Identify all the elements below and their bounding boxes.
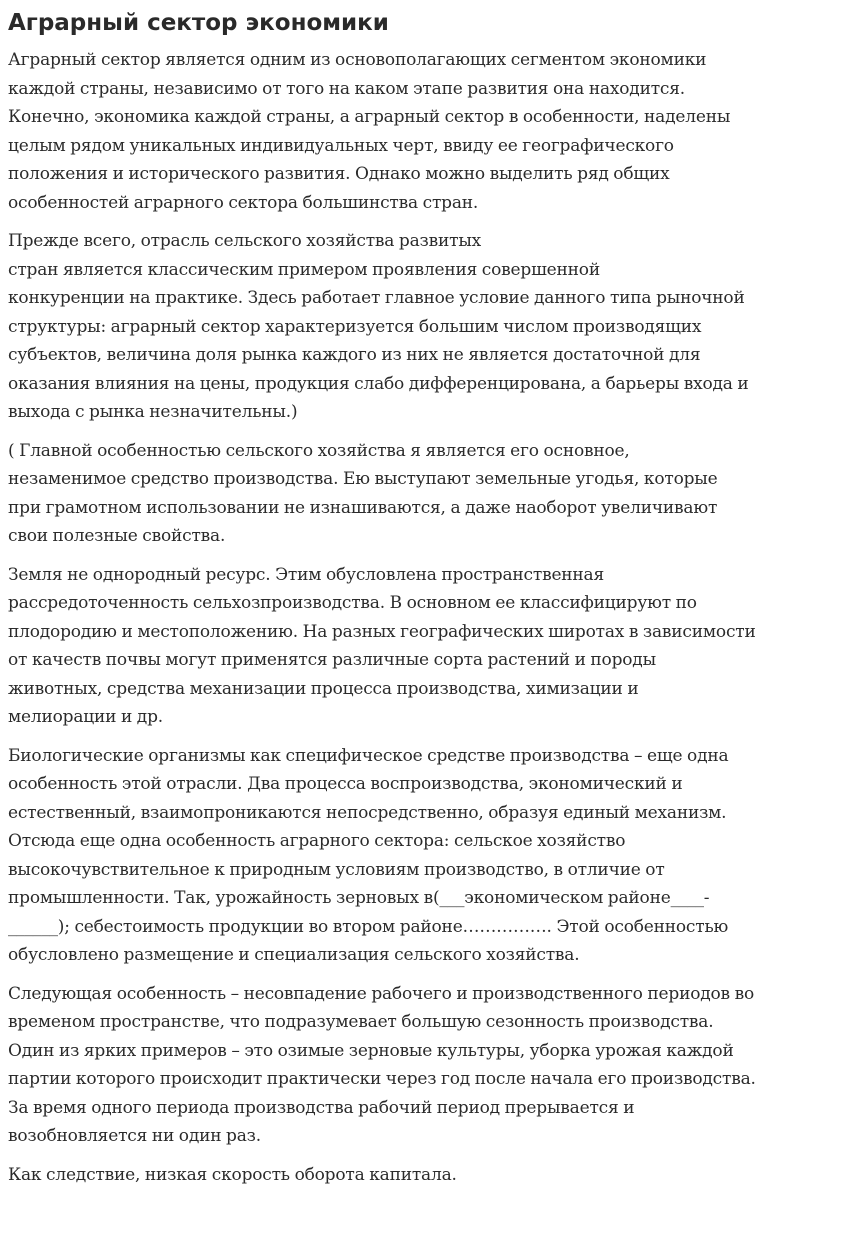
paragraph-land-heterogeneity: Земля не однородный ресурс. Этим обусловлена пространственная рассредоточенность сельхозпроизводства. В основном ее классифицируют по плодородию и местоположению. На разных географических широтах в зависимости от качеств почвы могут применятся различные сорта растений и породы животных, средства механизации процесса производства, химизации и мелиорации и др.: [8, 564, 756, 727]
document-title: Аграрный сектор экономики: [8, 10, 389, 36]
paragraph-land-means-of-production: ( Главной особенностью сельского хозяйства я является его основное, незаменимое средство производства. Ею выступают земельные угодья, которые при грамотном использовании не изнашиваются, а даже наоборот увеличивают свои полезные свойства.: [8, 440, 718, 546]
paragraph-perfect-competition: Прежде всего, отрасль сельского хозяйства развитых стран является классическим примером проявления совершенной конкуренции на практике. Здесь работает главное условие данного типа рыночной структуры: аграрный сектор характеризуется большим числом производящих субъектов, величина доля рынка каждого из них не является достаточной для оказания влияния на цены, продукция слабо дифференцирована, а барьеры входа и выхода с рынка незначительны.): [8, 231, 749, 422]
paragraph-agrarian-sector-intro: Аграрный сектор является одним из основополагающих сегментом экономики каждой страны, независимо от того на каком этапе развития она находится. Конечно, экономика каждой страны, а аграрный сектор в особенности, наделены целым рядом уникальных индивидуальных черт, ввиду ее географического положения и исторического развития. Однако можно выделить ряд общих особенностей аграрного сектора большинства стран.: [8, 50, 731, 213]
paragraph-biological-organisms: Биологические организмы как специфическое средстве производства – еще одна особенность этой отрасли. Два процесса воспроизводства, экономический и естественный, взаимопроникаются непосредственно, образуя единый механизм. Отсюда еще одна особенность аграрного сектора: сельское хозяйство высокочувствительное к природным условиям производство, в отличие от промышленности. Так, урожайность зерновых в(___экономическом районе____- ______); себестоимость продукции во втором районе……………. Этой особенностью обусловлено размещение и специализация сельского хозяйства.: [8, 745, 729, 965]
paragraph-seasonality: Следующая особенность – несовпадение рабочего и производственного периодов во временом пространстве, что подразумевает большую сезонность производства. Один из ярких примеров – это озимые зерновые культуры, уборка урожая каждой партии которого происходит практически через год после начала его производства. За время одного периода производства рабочий период прерывается и возобновляется ни один раз.: [8, 983, 756, 1146]
paragraph-capital-turnover: Как следствие, низкая скорость оборота капитала.: [8, 1164, 457, 1185]
